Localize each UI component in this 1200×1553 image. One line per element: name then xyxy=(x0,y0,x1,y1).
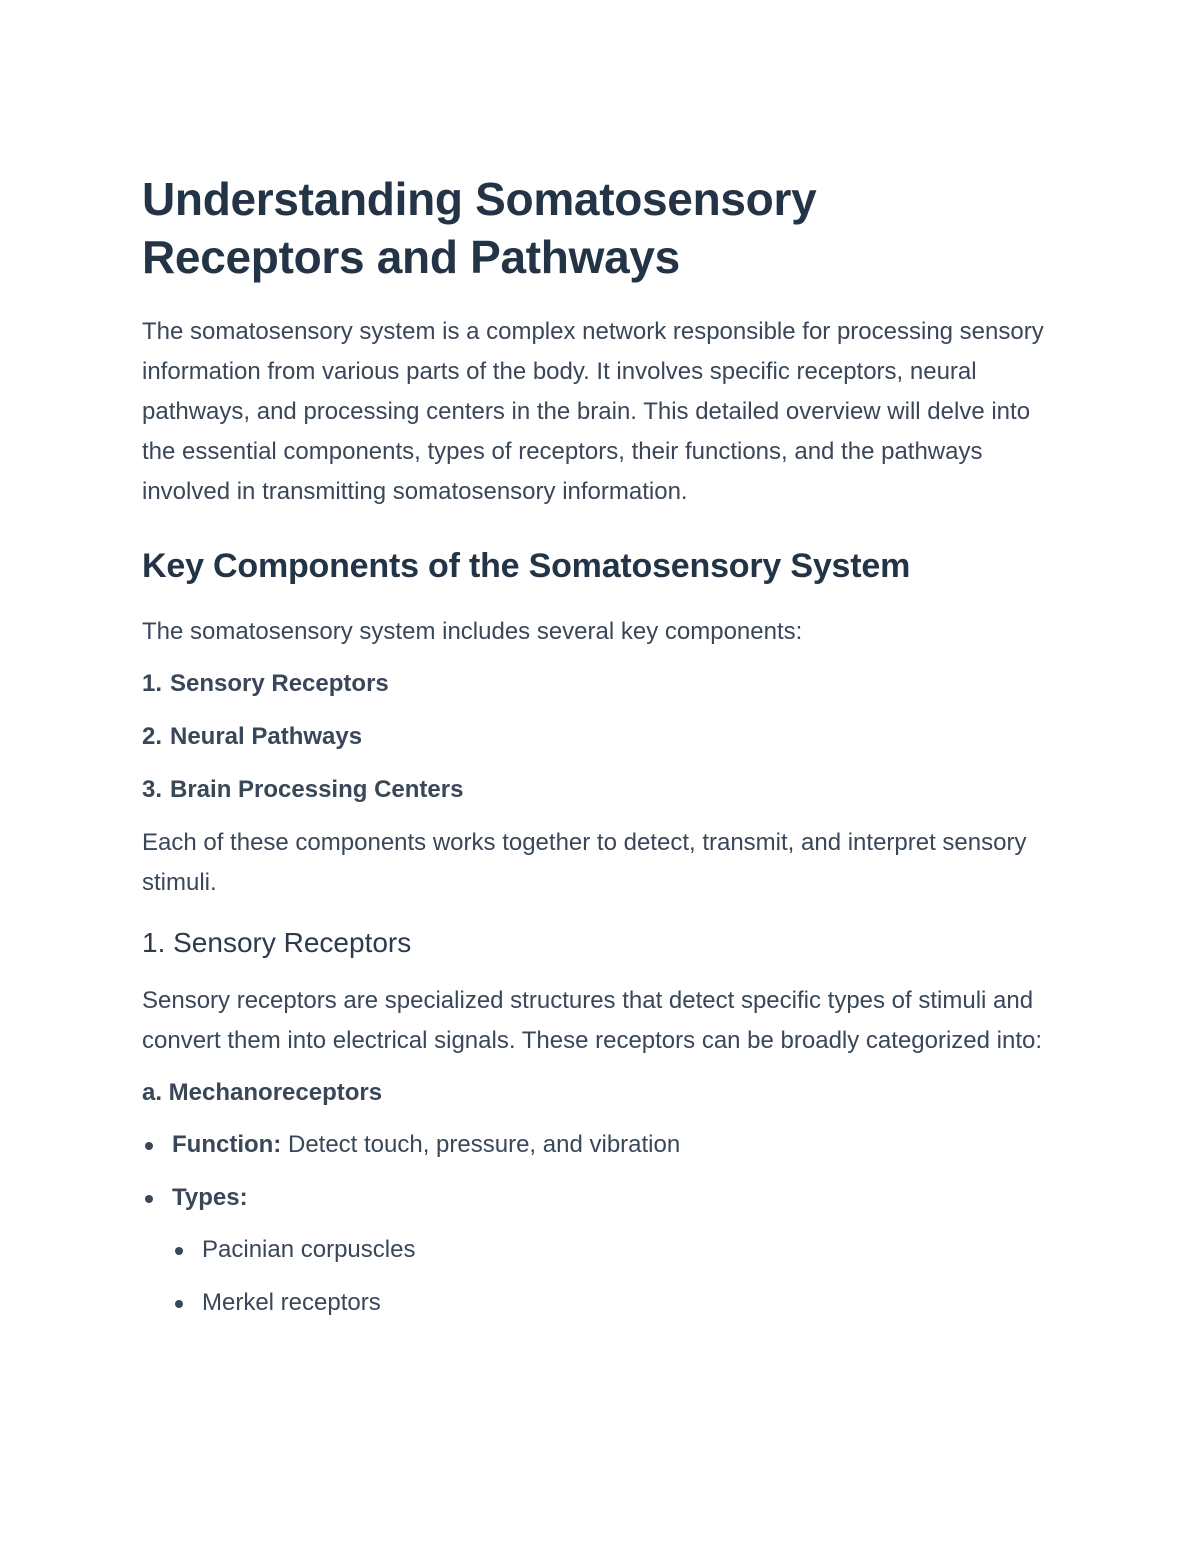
components-closing: Each of these components works together to detect, transmit, and interpret sensory stimuli. xyxy=(142,829,1027,896)
type-label: Pacinian corpuscles xyxy=(202,1236,416,1263)
intro-paragraph: The somatosensory system is a complex network responsible for processing sensory information from various parts of the body. It involves specific receptors, neural pathways, and processing centers in the brain. This detailed overview will delve into the essential components, types of receptors, their functions, and the pathways involved in transmitting somatosensory information. xyxy=(142,318,1044,505)
list-item xyxy=(142,664,1050,704)
types-sublist xyxy=(172,1230,1050,1323)
function-label: Function: xyxy=(172,1131,282,1158)
page-title: Understanding Somatosensory Receptors and Pathways xyxy=(142,173,817,283)
list-item-number: 1. xyxy=(142,670,163,697)
function-text: Detect touch, pressure, and vibration xyxy=(281,1131,681,1158)
type-label: Merkel receptors xyxy=(202,1289,381,1316)
components-lead: The somatosensory system includes several key components: xyxy=(142,618,803,645)
list-item-label: Sensory Receptors xyxy=(170,670,389,697)
receptors-description: Sensory receptors are specialized structures that detect specific types of stimuli and convert them into electrical signals. These receptors can be broadly categorized into: xyxy=(142,987,1043,1054)
list-item-number: 2. xyxy=(142,723,163,750)
section-heading-key-components: Key Components of the Somatosensory System xyxy=(142,547,911,585)
list-item xyxy=(172,1230,1050,1270)
bullet-icon xyxy=(145,1195,153,1203)
mechanoreceptor-bullets xyxy=(142,1125,1050,1323)
list-item xyxy=(142,717,1050,757)
list-item-label: Neural Pathways xyxy=(170,723,363,750)
types-label: Types: xyxy=(172,1184,248,1211)
section-heading-sensory-receptors: 1. Sensory Receptors xyxy=(142,927,412,958)
list-item-label: Brain Processing Centers xyxy=(170,776,464,803)
components-list xyxy=(142,664,1050,810)
bullet-icon xyxy=(175,1300,183,1308)
list-item xyxy=(142,1178,1050,1323)
list-item-number: 3. xyxy=(142,776,163,803)
list-item xyxy=(142,1125,1050,1165)
bullet-icon xyxy=(175,1247,183,1255)
bullet-icon xyxy=(145,1142,153,1150)
list-item xyxy=(172,1283,1050,1323)
subheading-mechanoreceptors: a. Mechanoreceptors xyxy=(142,1079,383,1106)
list-item xyxy=(142,770,1050,810)
